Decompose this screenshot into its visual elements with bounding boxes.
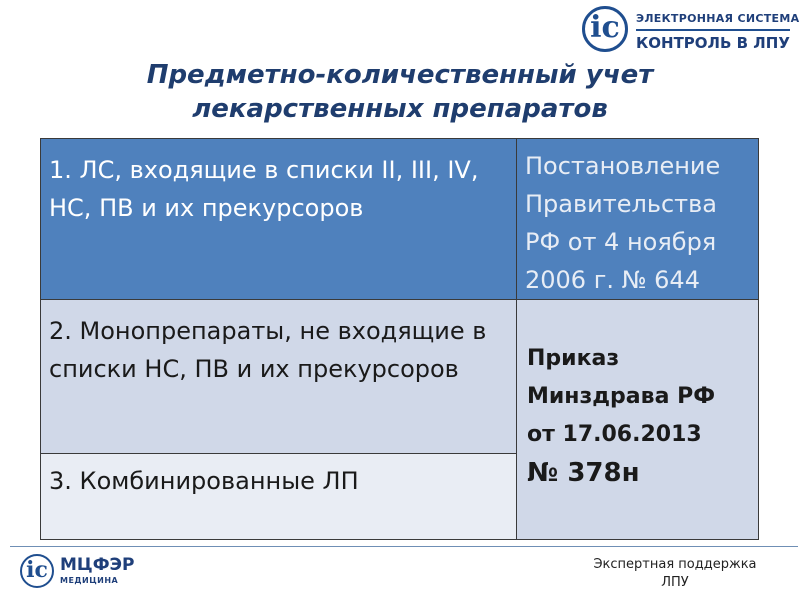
accounting-table — [40, 138, 759, 540]
document-cell-shared — [517, 300, 759, 540]
shared-document-line: от 17.06.2013 — [527, 422, 702, 447]
logo-line-system: ЭЛЕКТРОННАЯ СИСТЕМА — [636, 12, 800, 25]
slide-title — [60, 58, 740, 126]
category-cell-1: 1. ЛС, входящие в списки II, III, IV, НС, ПВ и их прекурсоров — [41, 139, 517, 300]
mcfer-logo — [20, 554, 170, 590]
table-row — [41, 139, 759, 300]
slide-title-line2: лекарственных препаратов — [192, 94, 608, 124]
footer-caption — [570, 556, 780, 592]
shared-document-line: Приказ — [527, 346, 620, 371]
category-cell-3: 3. Комбинированные ЛП — [41, 454, 517, 540]
document-1-line: Постановление — [525, 152, 721, 180]
mcfer-name: МЦФЭР — [60, 555, 135, 575]
mcfer-emblem-icon: ic — [20, 554, 54, 588]
footer-divider — [10, 546, 798, 547]
document-1-line: 2006 г. № 644 — [525, 266, 700, 294]
logo-divider — [636, 29, 790, 31]
document-1-line: РФ от 4 ноября — [525, 228, 717, 256]
shared-document-number: № 378н — [527, 458, 640, 488]
footer-line1: Экспертная поддержка — [593, 557, 757, 572]
footer-line2: ЛПУ — [661, 575, 689, 590]
logo-emblem-icon: ic — [582, 6, 628, 52]
shared-document-line: Минздрава РФ — [527, 384, 716, 409]
category-cell-2: 2. Монопрепараты, не входящие в списки НС, ПВ и их прекурсоров — [41, 300, 517, 454]
slide-title-line1: Предметно-количественный учет — [146, 60, 654, 90]
table-row — [41, 300, 759, 454]
control-lpu-logo — [582, 6, 800, 54]
document-1-line: Правительства — [525, 190, 717, 218]
document-cell-1 — [517, 139, 759, 300]
mcfer-subtitle: МЕДИЦИНА — [60, 576, 119, 585]
logo-line-product: КОНТРОЛЬ В ЛПУ — [636, 34, 790, 52]
